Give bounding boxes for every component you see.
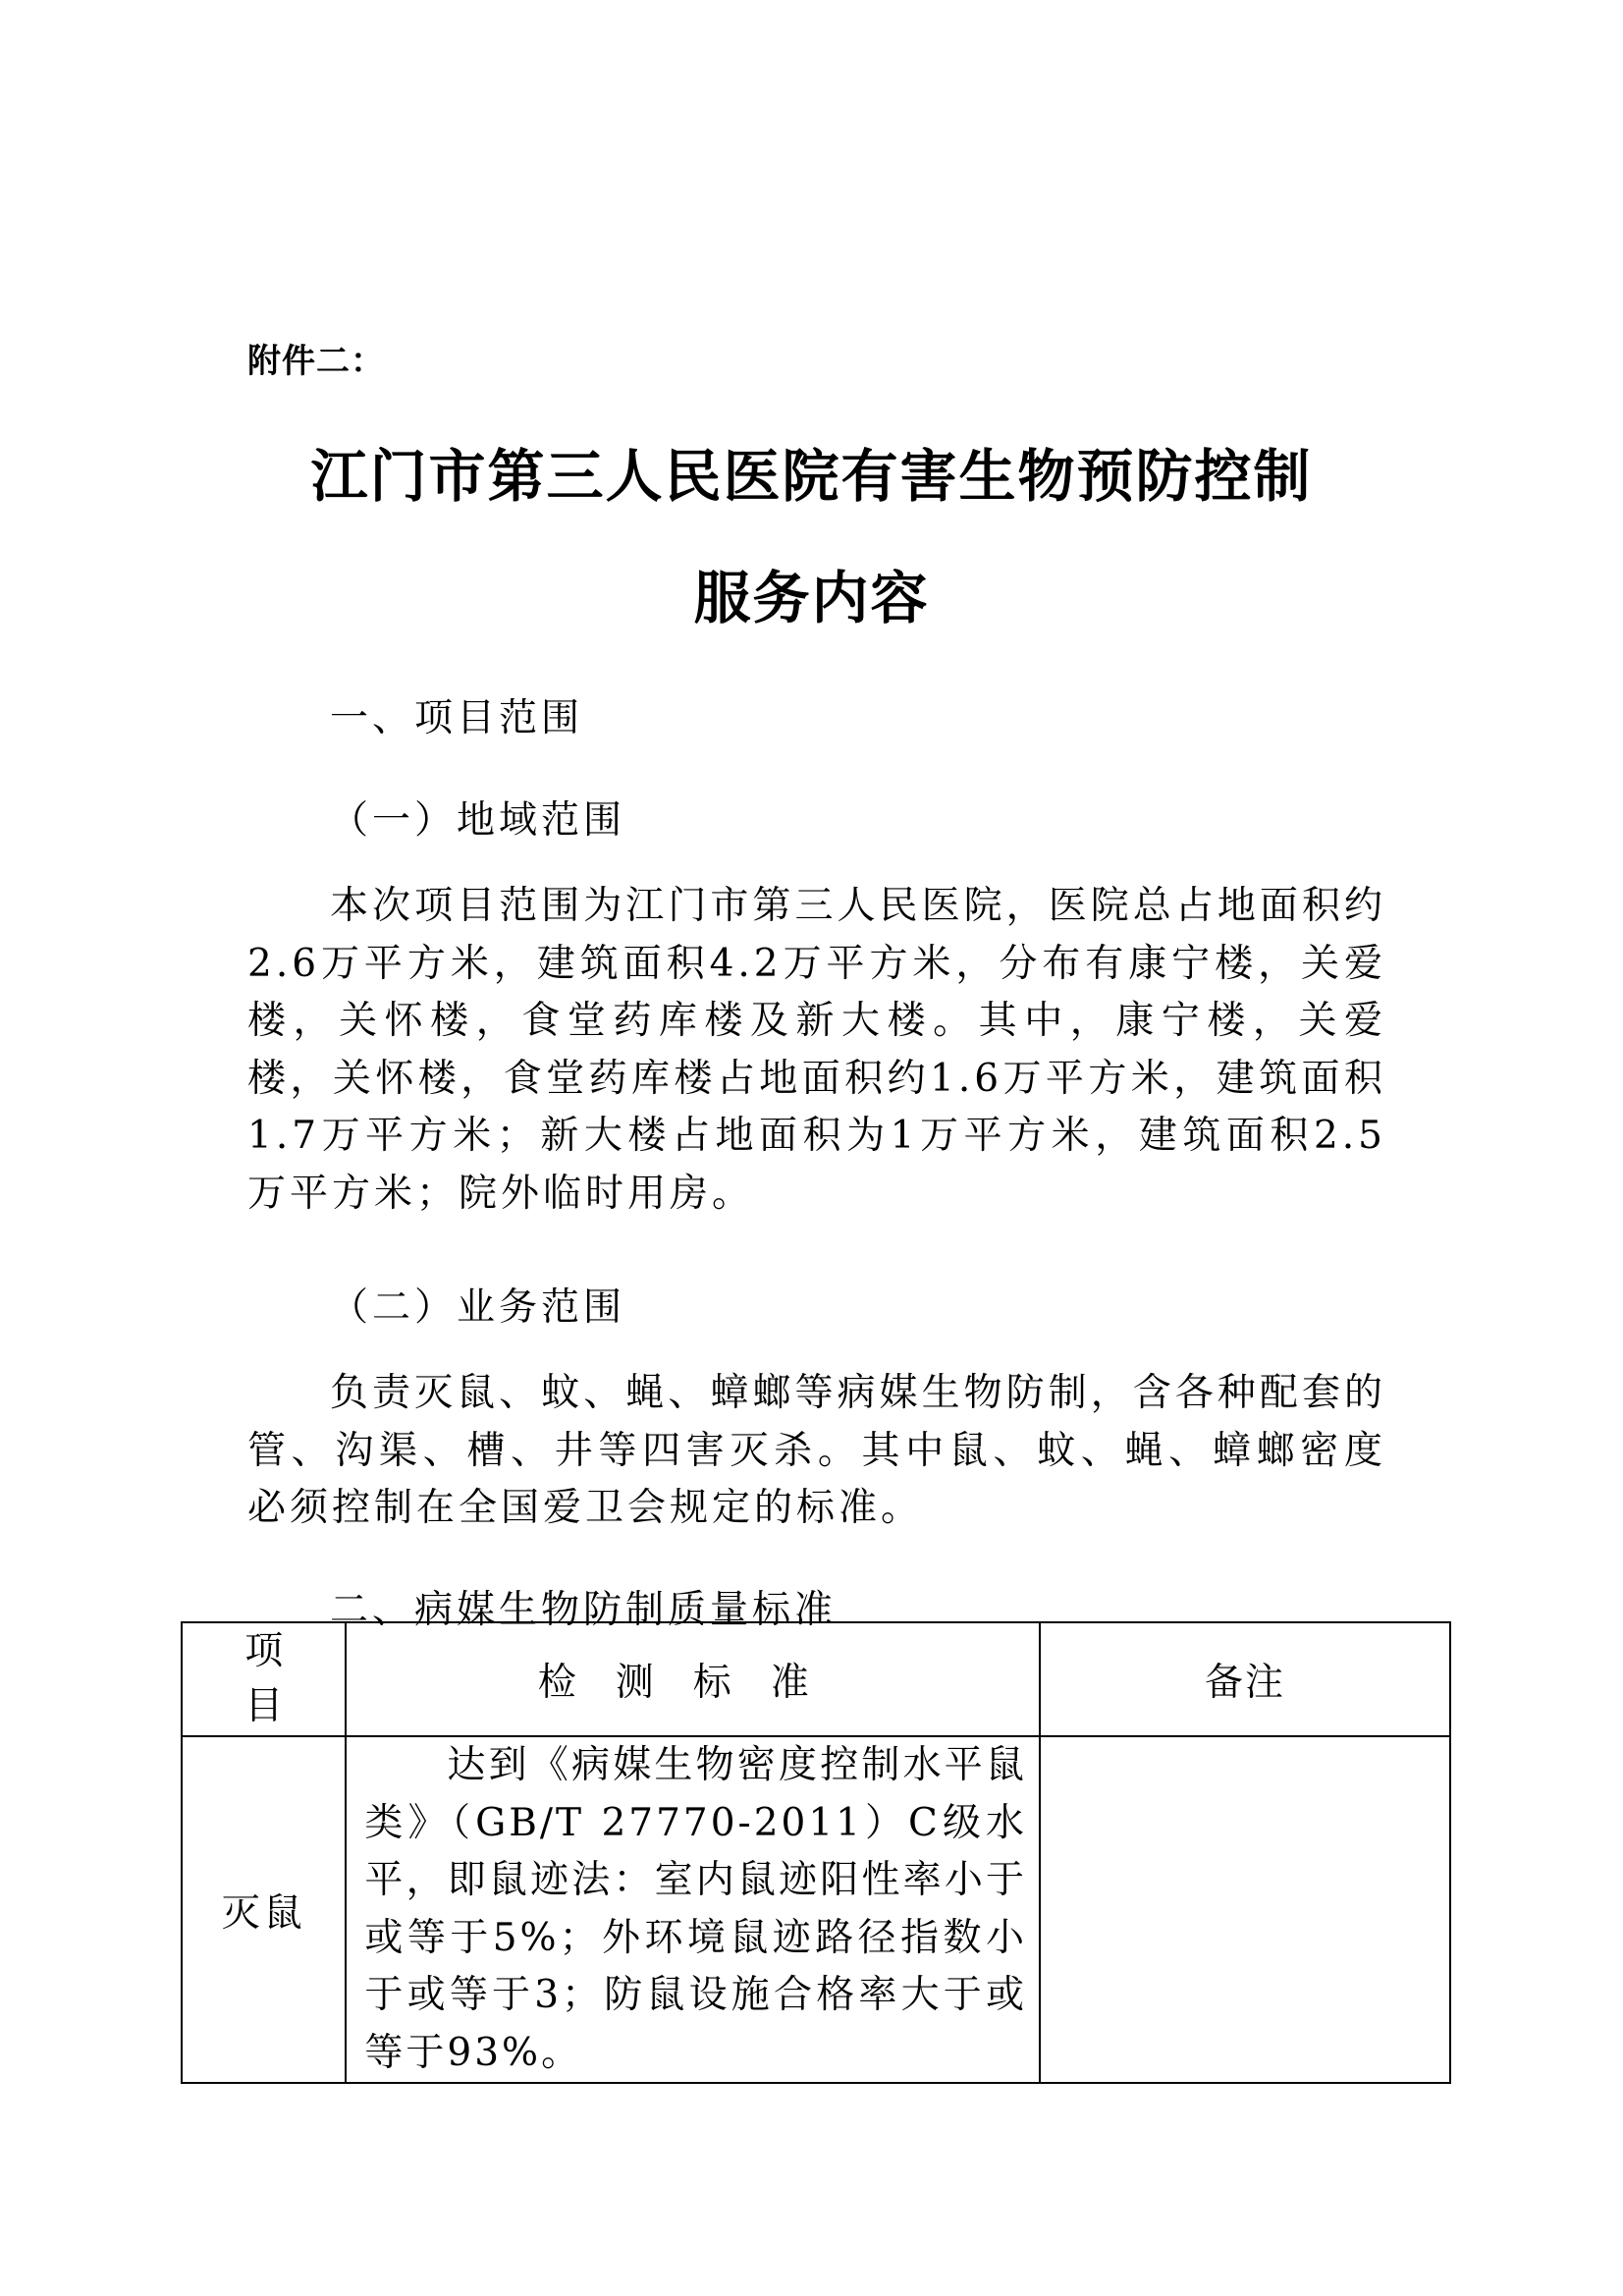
section1-sub2-text: 负责灭鼠、蚊、蝇、蟑螂等病媒生物防制，含各种配套的管、沟渠、槽、井等四害灭杀。其中鼠、蚊、蝇、蟑螂密度必须控制在全国爱卫会规定的标准。 [247,1371,1386,1530]
header-cell-item [182,1622,346,1736]
row-standard-cell: 达到《病媒生物密度控制水平鼠类》（GB/T 27770-2011）C级水平，即鼠迹法：室内鼠迹阳性率小于或等于5%；外环境鼠迹路径指数小于或等于3；防鼠设施合格率大于或等于93%。 [346,1736,1040,2083]
section1-sub2-heading: （二）业务范围 [330,1285,626,1330]
document-title-line2: 服务内容 [693,565,930,631]
section1-sub1-heading: （一）地域范围 [330,798,626,843]
row-note-cell [1040,1736,1450,2083]
quality-standard-table [181,1621,1451,2084]
table-header-row [182,1622,1450,1736]
attachment-label: 附件二： [247,342,385,381]
row-item-cell: 灭鼠 [182,1736,346,2083]
header-cell-standard: 检测标准 [346,1622,1040,1736]
header-cell-note: 备注 [1040,1622,1450,1736]
section1-sub1-text: 本次项目范围为江门市第三人民医院，医院总占地面积约2.6万平方米，建筑面积4.2万平方米，分布有康宁楼，关爱楼，关怀楼，食堂药库楼及新大楼。其中，康宁楼，关爱楼，关怀楼，食堂药库楼占地面积约1.6万平方米，建筑面积1.7万平方米；新大楼占地面积为1万平方米，建筑面积2.5万平方米；院外临时用房。 [247,884,1386,1216]
header-item-line1: 项 [244,1629,284,1673]
section2-heading: 二、病媒生物防制质量标准 [330,1588,838,1632]
section1-heading: 一、项目范围 [330,696,584,740]
document-title-line1: 江门市第三人民医院有害生物预防控制 [310,443,1313,510]
table-row [182,1736,1450,2083]
header-item-line2: 目 [244,1684,284,1728]
